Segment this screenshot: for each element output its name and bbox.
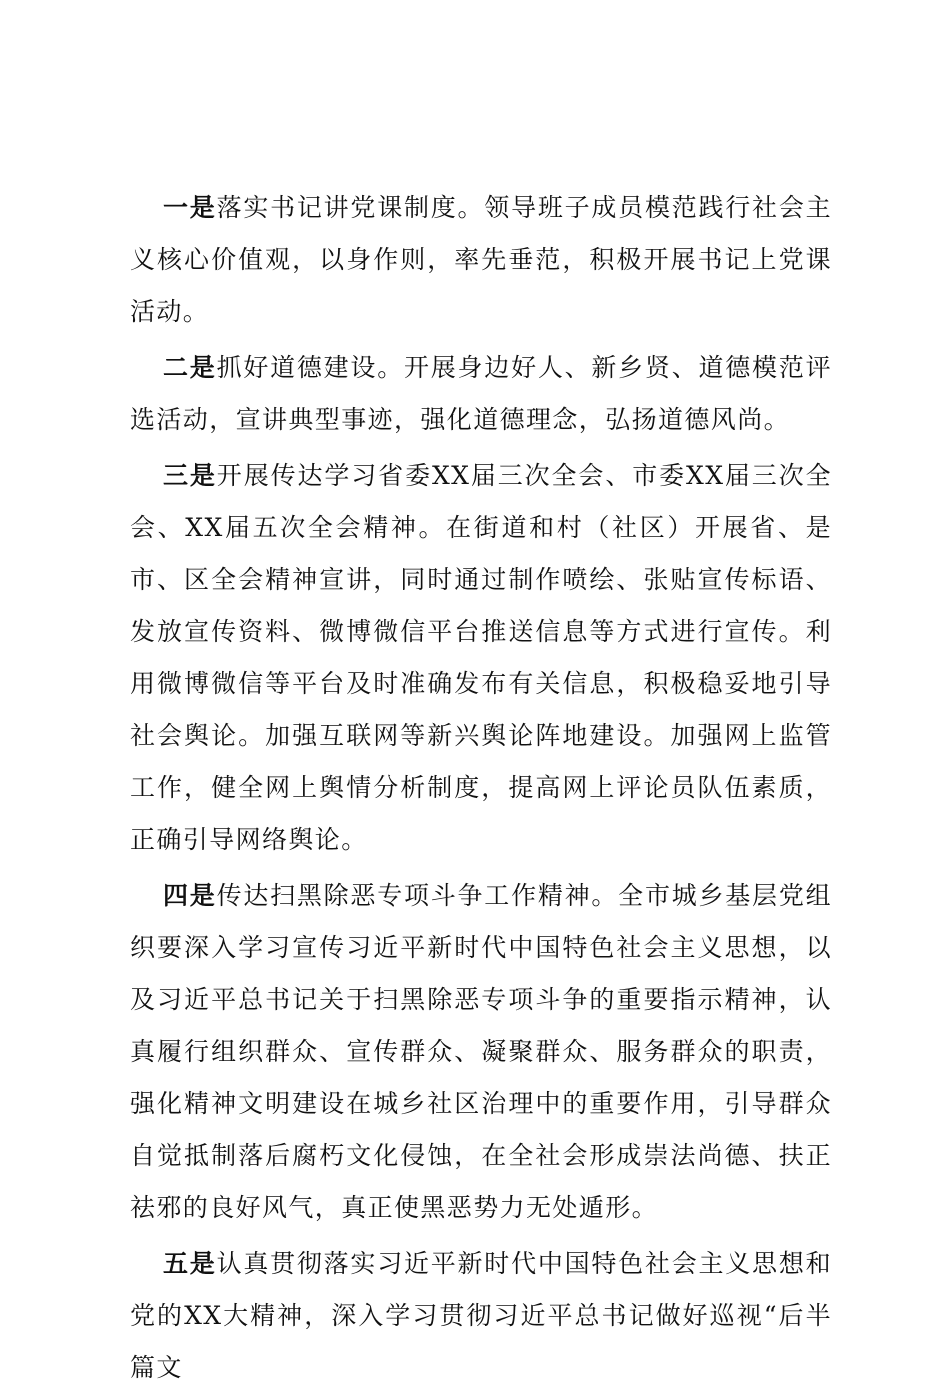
paragraph-lead: 三是 <box>163 461 217 490</box>
paragraph-4 <box>130 870 832 1234</box>
paragraph-1 <box>130 182 832 338</box>
paragraph-text: 落实书记讲党课制度。领导班子成员模范践行社会主义核心价值观，以身作则，率先垂范，积极开展书记上党课活动。 <box>130 193 833 326</box>
paragraph-5 <box>130 1238 832 1394</box>
paragraph-2 <box>130 342 832 446</box>
paragraph-text: 传达扫黑除恶专项斗争工作精神。全市城乡基层党组织要深入学习宣传习近平新时代中国特色社会主义思想，以及习近平总书记关于扫黑除恶专项斗争的重要指示精神，认真履行组织群众、宣传群众、凝聚群众、服务群众的职责，强化精神文明建设在城乡社区治理中的重要作用，引导群众自觉抵制落后腐朽文化侵蚀，在全社会形成崇法尚德、扶正祛邪的良好风气，真正使黑恶势力无处遁形。 <box>130 881 833 1222</box>
paragraph-lead: 一是 <box>163 193 217 222</box>
paragraph-text: 开展传达学习省委XX届三次全会、市委XX届三次全会、XX届五次全会精神。在街道和村（社区）开展省、是市、区全会精神宣讲，同时通过制作喷绘、张贴宣传标语、发放宣传资料、微博微信平台推送信息等方式进行宣传。利用微博微信等平台及时准确发布有关信息，积极稳妥地引导社会舆论。加强互联网等新兴舆论阵地建设。加强网上监管工作，健全网上舆情分析制度，提高网上评论员队伍素质，正确引导网络舆论。 <box>130 461 832 854</box>
paragraph-lead: 二是 <box>163 353 217 382</box>
paragraph-text: 认真贯彻落实习近平新时代中国特色社会主义思想和党的XX大精神，深入学习贯彻习近平总书记做好巡视“后半篇文 <box>130 1249 833 1382</box>
paragraph-lead: 五是 <box>163 1249 217 1278</box>
document-body <box>130 182 832 1398</box>
paragraph-text: 抓好道德建设。开展身边好人、新乡贤、道德模范评选活动，宣讲典型事迹，强化道德理念，弘扬道德风尚。 <box>130 353 833 434</box>
paragraph-lead: 四是 <box>163 881 217 910</box>
paragraph-3 <box>130 450 832 866</box>
